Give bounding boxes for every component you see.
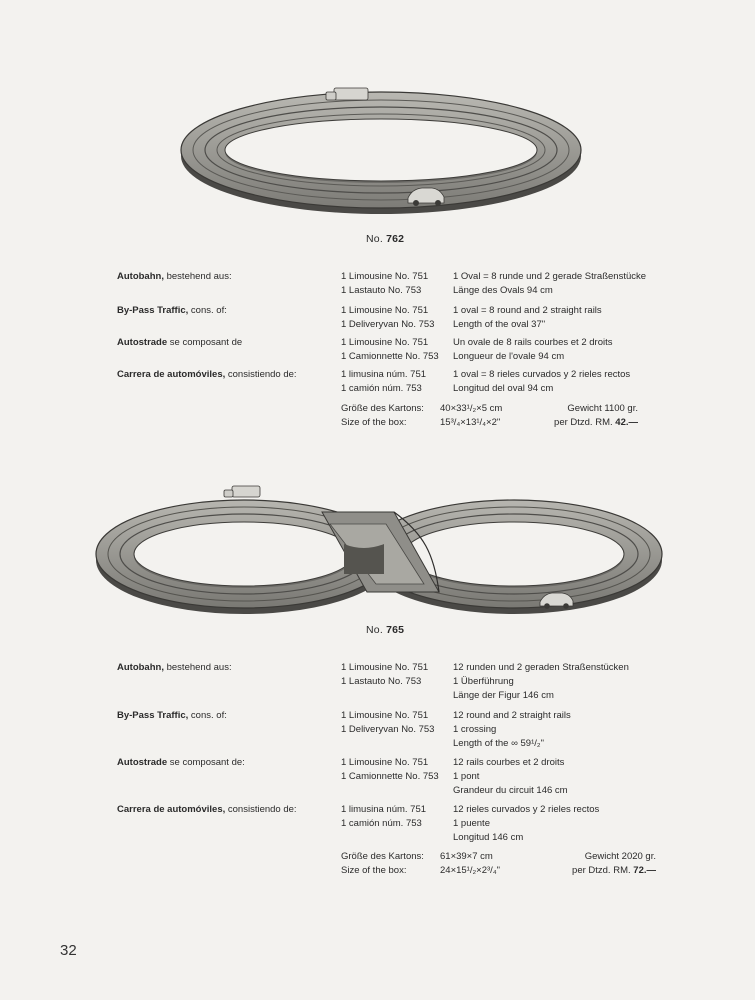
- truck-icon: [326, 88, 368, 100]
- weight-and-price: Gewicht 1100 gr. per Dtzd. RM. 42.—: [554, 403, 638, 428]
- entry-label: By-Pass Traffic, cons. of:: [117, 710, 227, 721]
- entry-description: 12 runden und 2 geraden Straßenstücken 1 Überführung Länge der Figur 146 cm: [453, 662, 629, 701]
- entry-label: Carrera de automóviles, consistiendo de:: [117, 369, 297, 380]
- entry-description: 12 rieles curvados y 2 rieles rectos 1 puente Longitud 146 cm: [453, 804, 600, 843]
- entry-items: 1 Limousine No. 751 1 Lastauto No. 753: [341, 662, 429, 687]
- entry-label: By-Pass Traffic, cons. of:: [117, 305, 227, 316]
- figure-eight-track-illustration: [94, 484, 664, 624]
- entry-description: 12 rails courbes et 2 droits 1 pont Grandeur du circuit 146 cm: [453, 757, 568, 796]
- entry-label: Autobahn, bestehend aus:: [117, 662, 232, 673]
- entry-description: 12 round and 2 straight rails 1 crossing Length of the ∞ 59¹/₂": [453, 710, 571, 749]
- figure-caption-762: No. 762: [366, 233, 405, 245]
- limousine-icon: [408, 188, 444, 206]
- entry-label: Autostrade se composant de:: [117, 757, 245, 768]
- page-number: 32: [60, 942, 77, 959]
- entry-label: Carrera de automóviles, consistiendo de:: [117, 804, 297, 815]
- box-size-values: 61×39×7 cm 24×15¹/₂×2³/₄": [440, 851, 501, 876]
- entry-description: Un ovale de 8 rails courbes et 2 droits Longueur de l'ovale 94 cm: [453, 337, 613, 362]
- entry-items: 1 Limousine No. 751 1 Deliveryvan No. 753: [341, 710, 435, 735]
- truck-icon: [224, 486, 260, 497]
- entry-items: 1 limusina núm. 751 1 camión núm. 753: [341, 369, 427, 394]
- figure-caption-765: No. 765: [366, 624, 405, 636]
- entry-label: Autobahn, bestehend aus:: [117, 271, 232, 282]
- box-size-values: 40×33¹/₂×5 cm 15³/₄×13¹/₄×2": [440, 403, 503, 428]
- entry-description: 1 oval = 8 rieles curvados y 2 rieles rectos Longitud del oval 94 cm: [453, 369, 631, 394]
- entry-description: 1 Oval = 8 runde und 2 gerade Straßenstücke Länge des Ovals 94 cm: [453, 271, 647, 296]
- entry-items: 1 Limousine No. 751 1 Camionnette No. 753: [341, 757, 439, 782]
- weight-and-price: Gewicht 2020 gr. per Dtzd. RM. 72.—: [572, 851, 656, 876]
- box-size-labels: Größe des Kartons: Size of the box:: [341, 851, 424, 876]
- entry-items: 1 Limousine No. 751 1 Deliveryvan No. 753: [341, 305, 435, 330]
- entry-items: 1 Limousine No. 751 1 Camionnette No. 753: [341, 337, 439, 362]
- entry-label: Autostrade se composant de: [117, 337, 243, 348]
- entry-description: 1 oval = 8 round and 2 straight rails Length of the oval 37": [453, 305, 602, 330]
- entry-items: 1 limusina núm. 751 1 camión núm. 753: [341, 804, 427, 829]
- oval-track-illustration: [176, 80, 586, 220]
- box-size-labels: Größe des Kartons: Size of the box:: [341, 403, 424, 428]
- entry-items: 1 Limousine No. 751 1 Lastauto No. 753: [341, 271, 429, 296]
